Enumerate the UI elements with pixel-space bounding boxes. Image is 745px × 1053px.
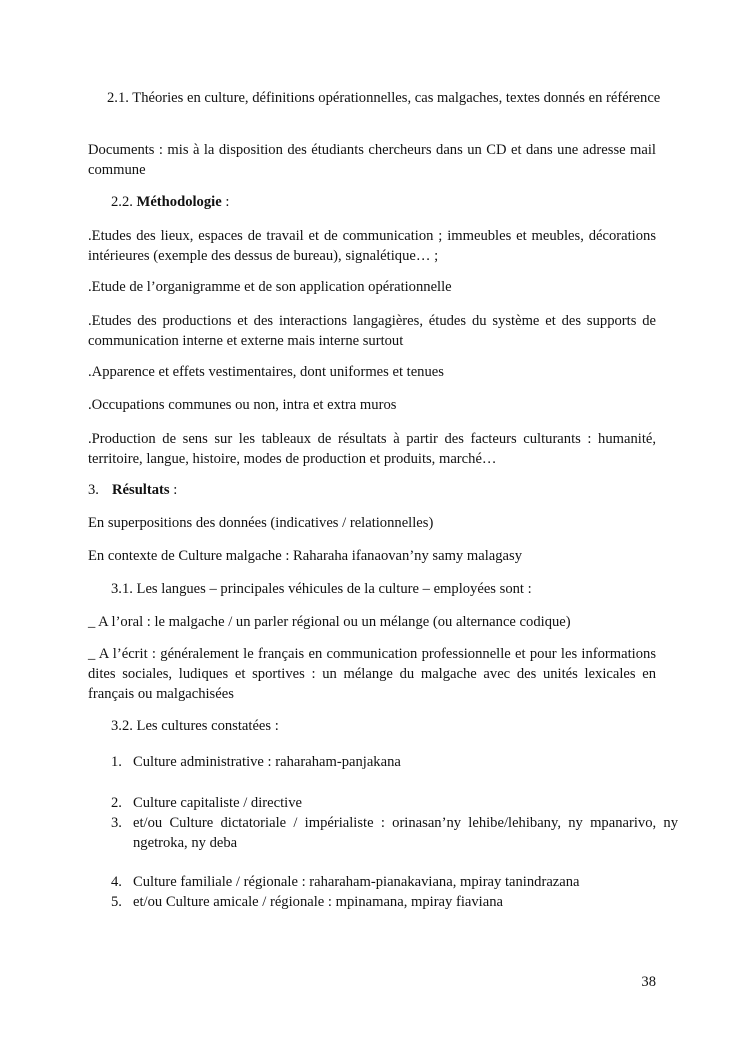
culture-item-number: 5. [111,894,122,910]
culture-item-number: 2. [111,795,122,811]
culture-item-text: et/ou Culture dictatoriale / impérialiste : orinasan’ny lehibe/lehibany, ny mpanarivo, ny ngetroka, ny deba [133,815,678,851]
results-line: En superpositions des données (indicatives / relationnelles) [88,515,434,531]
section-3-2-heading: 3.2. Les cultures constatées : [111,718,279,734]
section-2-2-suffix: : [221,194,230,210]
section-3-1-heading: 3.1. Les langues – principales véhicules de la culture – employées sont : [111,581,532,597]
documents-paragraph: Documents : mis à la disposition des étudiants chercheurs dans un CD et dans une adresse mail commune [88,142,656,178]
section-3-title: Résultats [112,482,170,498]
culture-item-number: 3. [111,815,122,831]
section-2-1-text: Théories en culture, définitions opérationnelles, cas malgaches, textes donnés en référence [132,90,661,106]
culture-item-text: Culture capitaliste / directive [133,795,302,811]
section-2-1 [107,88,682,108]
culture-item-text: Culture administrative : raharaham-panjakana [133,754,401,770]
culture-item-number: 1. [111,754,122,770]
section-2-1-number: 2.1. [107,90,129,106]
written-languages: _ A l’écrit : généralement le français en communication professionnelle et pour les informations dites sociales, ludiques et sportives : un mélange du malgache avec des unités lexicales en français ou malgachisées [88,646,656,702]
culture-item [111,813,678,853]
method-item: .Production de sens sur les tableaux de résultats à partir des facteurs culturants : humanité, territoire, langue, histoire, modes de production et produits, marché… [88,431,656,467]
section-3-number: 3. [88,482,99,498]
culture-item-text: et/ou Culture amicale / régionale : mpinamana, mpiray fiaviana [133,894,503,910]
oral-languages: _ A l’oral : le malgache / un parler régional ou un mélange (ou alternance codique) [88,614,571,630]
method-item: .Apparence et effets vestimentaires, dont uniformes et tenues [88,364,444,380]
section-3-heading [88,480,656,500]
culture-item [111,892,678,912]
culture-item-text: Culture familiale / régionale : raharaham-pianakaviana, mpiray tanindrazana [133,874,580,890]
section-2-2-heading [111,192,679,212]
section-3-suffix: : [169,482,178,498]
culture-item [111,872,678,892]
section-2-2-number: 2.2. [111,194,133,210]
section-2-2-title: Méthodologie [136,194,222,210]
method-item: .Etude de l’organigramme et de son application opérationnelle [88,279,452,295]
method-item: .Etudes des productions et des interactions langagières, études du système et des supports de communication interne et externe mais interne surtout [88,313,656,349]
results-line: En contexte de Culture malgache : Raharaha ifanaovan’ny samy malagasy [88,548,522,564]
culture-item [111,793,678,813]
page-number: 38 [641,974,656,990]
culture-item [111,752,678,772]
culture-item-number: 4. [111,874,122,890]
method-item: .Etudes des lieux, espaces de travail et de communication ; immeubles et meubles, décorations intérieures (exemple des dessus de bureau), signalétique… ; [88,228,656,264]
method-item: .Occupations communes ou non, intra et extra muros [88,397,397,413]
